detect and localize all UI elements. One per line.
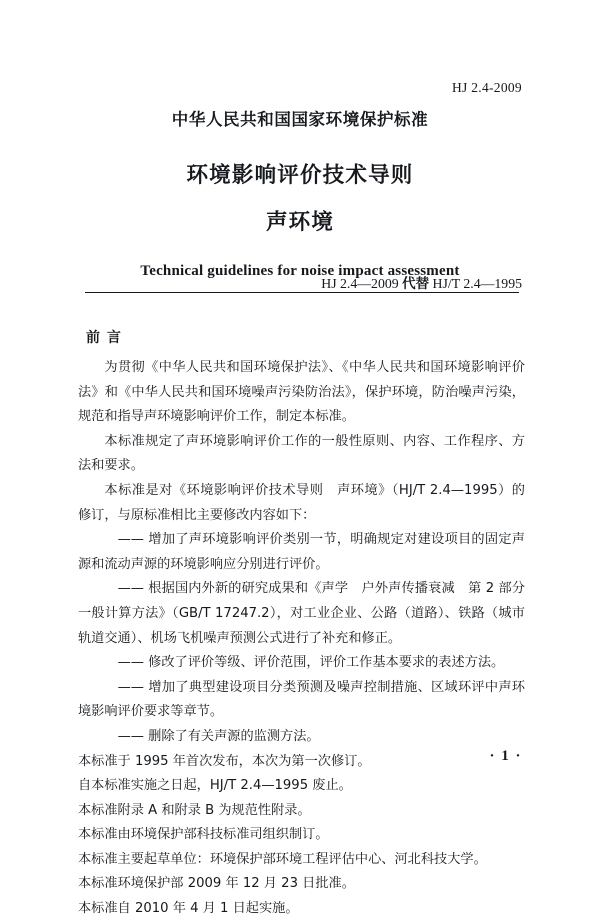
preface-paragraph: 本标准是对《环境影响评价技术导则 声环境》（HJ/T 2.4—1995）的修订，与原标准相比主要修改内容如下： xyxy=(78,482,525,523)
preface-paragraph: 本标准于 1995 年首次发布，本次为第一次修订。 xyxy=(78,753,371,769)
replaces-cjk-word: 代替 xyxy=(402,276,430,292)
document-sub-title: 声环境 xyxy=(265,210,335,235)
replaces-suffix: HJ/T 2.4—1995 xyxy=(429,276,522,291)
preface-paragraph: 为贯彻《中华人民共和国环境保护法》、《中华人民共和国环境影响评价法》和《中华人民共和国环境噪声污染防治法》，保护环境，防治噪声污染，规范和指导声环境影响评价工作，制定本标准。 xyxy=(78,360,525,425)
preface-paragraph: 自本标准实施之日起，HJ/T 2.4—1995 废止。 xyxy=(78,778,352,794)
preface-dash-item: —— 根据国内外新的研究成果和《声学 户外声传播衰减 第 2 部分 一般计算方法》（GB/T 17247.2），对工业企业、公路（道路）、铁路（城市轨道交通）、机场飞机噪声预测公式进行了补充和修正。 xyxy=(78,581,539,646)
document-main-title: 环境影响评价技术导则 xyxy=(186,162,414,188)
preface-paragraph: 本标准附录 A 和附录 B 为规范性附录。 xyxy=(78,802,311,818)
preface-dash-item: —— 删除了有关声源的监测方法。 xyxy=(117,728,320,744)
preface-paragraph: 本标准环境保护部 2009 年 12 月 23 日批准。 xyxy=(78,876,355,892)
preface-paragraph: 本标准自 2010 年 4 月 1 日起实施。 xyxy=(78,901,299,917)
preface-paragraph: 本标准主要起草单位：环境保护部环境工程评估中心、河北科技大学。 xyxy=(78,851,487,867)
standard-number-header: HJ 2.4-2009 xyxy=(451,80,522,95)
preface-heading: 前 言 xyxy=(86,330,122,346)
preface-paragraph: 本标准由环境保护部科技标准司组织制订。 xyxy=(78,827,329,843)
header-divider-rule xyxy=(85,292,519,293)
page-number: · 1 · xyxy=(489,748,522,764)
replaces-line xyxy=(321,272,522,293)
preface-body xyxy=(78,356,539,922)
document-english-title: Technical guidelines for noise impact assessment xyxy=(140,262,460,279)
preface-paragraph: 本标准规定了声环境影响评价工作的一般性原则、内容、工作程序、方法和要求。 xyxy=(78,433,525,474)
preface-dash-item: —— 增加了典型建设项目分类预测及噪声控制措施、区域环评中声环境影响评价要求等章节。 xyxy=(78,679,525,720)
issuing-body-title: 中华人民共和国国家环境保护标准 xyxy=(171,110,429,129)
title-block xyxy=(0,112,600,279)
preface-dash-item: —— 修改了评价等级、评价范围，评价工作基本要求的表述方法。 xyxy=(117,655,505,671)
preface-dash-item: —— 增加了声环境影响评价类别一节，明确规定对建设项目的固定声源和流动声源的环境影响应分别进行评价。 xyxy=(78,532,525,572)
replaces-prefix: HJ 2.4—2009 xyxy=(321,276,403,291)
